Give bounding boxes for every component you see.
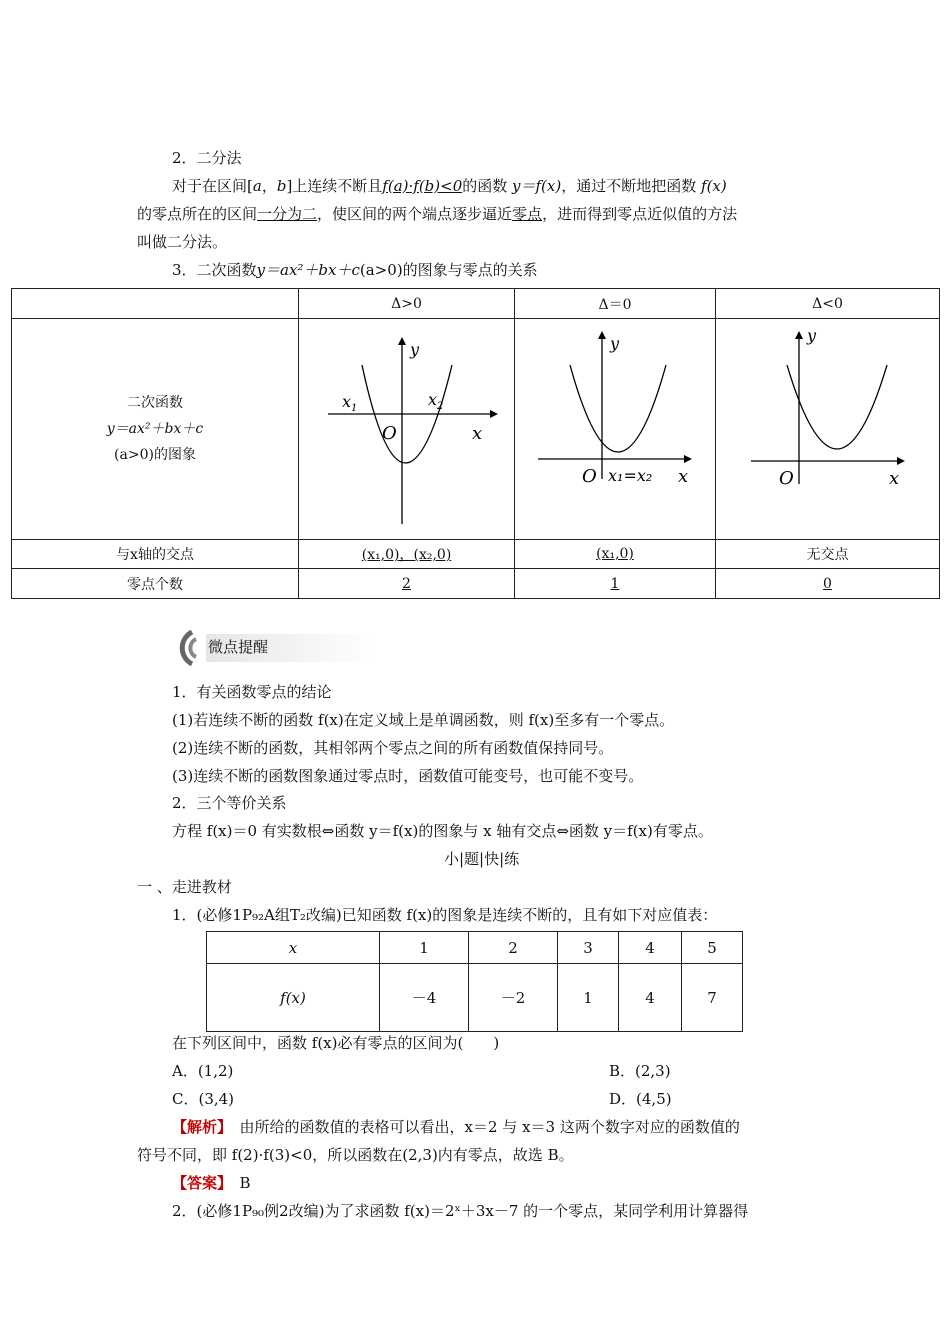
graph-delta-zero (515, 319, 716, 540)
fx-header: f(x) (207, 964, 380, 1032)
origin-label: O (778, 468, 794, 489)
note-1: (1)若连续不断的函数 f(x)在定义域上是单调函数，则 f(x)至多有一个零点。 (172, 711, 675, 729)
root-x1-label: $x_1$ (342, 392, 358, 414)
table-corner (12, 289, 299, 319)
intersection-none: 无交点 (716, 540, 940, 569)
equivalence-statement: 方程 f(x)＝0 有实数根⇔函数 y＝f(x)的图象与 x 轴有交点⇔函数 y＝f(x)有零点。 (172, 822, 713, 840)
x-value: 5 (682, 932, 743, 964)
x-value: 1 (380, 932, 469, 964)
x-value: 3 (558, 932, 619, 964)
answer-line (172, 1172, 251, 1194)
bisection-paragraph-line3: 叫做二分法。 (137, 233, 228, 251)
split-in-two: 一分为二 (257, 205, 318, 223)
bisection-condition: f(a)·f(b)<0 (382, 177, 463, 195)
zero-count-zero: 0 (716, 569, 940, 599)
option-b: B．(2,3) (609, 1062, 671, 1080)
zero-count-one: 1 (515, 569, 716, 599)
x-axis-label: x (472, 423, 483, 444)
note-2: (2)连续不断的函数，其相邻两个零点之间的所有函数值保持同号。 (172, 739, 614, 757)
section-heading-quadratic: 3．二次函数y＝ax²＋bx＋c(a>0)的图象与零点的关系 (172, 261, 538, 279)
fx-value: －2 (469, 964, 558, 1032)
option-a: A．(1,2) (172, 1062, 234, 1080)
y-axis-label: y (410, 340, 420, 359)
tip-title: 微点提醒 (208, 638, 269, 656)
x-header: x (207, 932, 380, 964)
bisection-paragraph-line2: 的零点所在的区间一分为二，使区间的两个端点逐步逼近零点，进而得到零点近似值的方法 (137, 205, 738, 223)
question-1: 1．(必修1P₉₂A组T₂改编)已知函数 f(x)的图象是连续不断的，且有如下对应值表： (172, 906, 718, 924)
option-c: C．(3,4) (172, 1090, 235, 1108)
practice-title: 小|题|快|练 (444, 850, 520, 868)
header-delta-positive: Δ>0 (299, 289, 515, 319)
origin-label: O (582, 466, 597, 487)
x-axis-label: x (678, 466, 689, 487)
graph-delta-positive (299, 319, 515, 540)
x-axis-label: x (888, 468, 899, 489)
x-value: 2 (469, 932, 558, 964)
notes-heading-1: 1．有关函数零点的结论 (172, 683, 332, 701)
parabola-no-root-graph (717, 319, 939, 535)
answer-tag: 【答案】 (172, 1174, 225, 1192)
question-2: 2．(必修1P₉₀例2改编)为了求函数 f(x)＝2ˣ＋3x－7 的一个零点，某同学利用计算器得 (172, 1202, 749, 1220)
origin-label: O (382, 423, 397, 444)
intersection-two-roots: (x₁,0)，(x₂,0) (299, 540, 515, 569)
note-3: (3)连续不断的函数图象通过零点时，函数值可能变号，也可能不变号。 (172, 767, 644, 785)
parabola-two-roots-graph (300, 319, 513, 535)
parabola-double-root-graph (516, 319, 714, 535)
bisection-paragraph-line1: 对于在区间[a，b]上连续不断且f(a)·f(b)<0的函数 y＝f(x)，通过不断地把函数 f(x) (172, 177, 727, 195)
header-delta-negative: Δ<0 (716, 289, 940, 319)
value-table (206, 931, 743, 1032)
zero-point-term: 零点 (512, 205, 543, 223)
root-x2-label: $x_2$ (428, 390, 444, 412)
graph-row-label: 二次函数 y＝ax²＋bx＋c (a>0)的图象 (12, 319, 299, 540)
question-1-ask: 在下列区间中，函数 f(x)必有零点的区间为( ) (172, 1034, 500, 1052)
y-axis-label: y (610, 334, 620, 353)
signal-icon (172, 628, 206, 668)
graph-delta-negative (716, 319, 940, 540)
fx-value: －4 (380, 964, 469, 1032)
section-heading-bisection: 2．二分法 (172, 149, 242, 167)
tip-banner (172, 628, 402, 668)
notes-heading-2: 2．三个等价关系 (172, 794, 287, 812)
intersection-row-label: 与x轴的交点 (12, 540, 299, 569)
practice-section: 一 、走进教材 (137, 878, 232, 896)
analysis-tag: 【解析】 (172, 1118, 225, 1136)
quadratic-zero-table (11, 288, 940, 599)
zero-count-two: 2 (299, 569, 515, 599)
double-root-label: x₁=x₂ (608, 466, 653, 485)
zero-count-row-label: 零点个数 (12, 569, 299, 599)
intersection-one-root: (x₁,0) (515, 540, 716, 569)
analysis-line-2: 符号不同，即 f(2)·f(3)<0，所以函数在(2,3)内有零点，故选 B。 (137, 1146, 574, 1164)
answer-value: B (239, 1174, 251, 1192)
fx-value: 7 (682, 964, 743, 1032)
option-d: D．(4,5) (609, 1090, 672, 1108)
header-delta-zero: Δ＝0 (515, 289, 716, 319)
y-axis-label: y (806, 326, 816, 345)
analysis-line-1: 【解析】 由所给的函数值的表格可以看出，x＝2 与 x＝3 这两个数字对应的函数值的 (172, 1118, 740, 1136)
fx-value: 4 (619, 964, 682, 1032)
fx-value: 1 (558, 964, 619, 1032)
x-value: 4 (619, 932, 682, 964)
